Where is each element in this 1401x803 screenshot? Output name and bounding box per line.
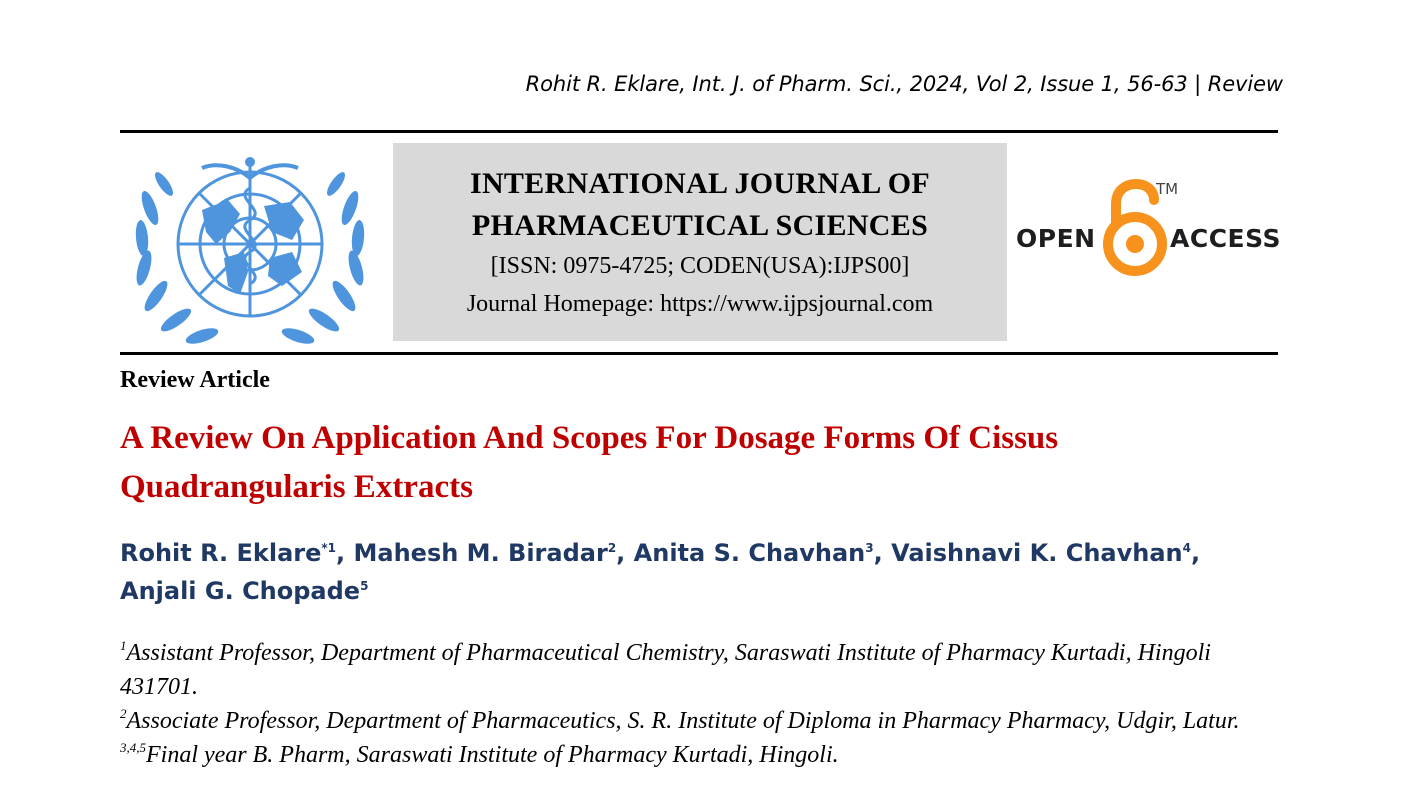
affiliation-mark: 1 <box>120 638 127 653</box>
affiliation-item <box>120 738 1280 772</box>
affiliation-item <box>120 704 1280 738</box>
journal-title-box <box>393 143 1007 341</box>
affiliation-item <box>120 636 1280 704</box>
author-name: Vaishnavi K. Chavhan <box>891 539 1183 567</box>
author-separator: , <box>336 539 354 567</box>
open-access-logo <box>1014 178 1280 282</box>
author-separator: , <box>616 539 634 567</box>
author-affiliation-mark: 3 <box>865 541 874 555</box>
author-separator: , <box>873 539 892 567</box>
journal-name-line2: PHARMACEUTICAL SCIENCES <box>471 209 929 242</box>
affiliation-text: Final year B. Pharm, Saraswati Institute of Pharmacy Kurtadi, Hingoli. <box>146 742 839 768</box>
author-affiliation-mark: 4 <box>1182 541 1191 555</box>
author-name: Anita S. Chavhan <box>633 539 866 567</box>
running-head: Rohit R. Eklare, Int. J. of Pharm. Sci., 2024, Vol 2, Issue 1, 56-63 | Review <box>525 72 1283 96</box>
author-name: Mahesh M. Biradar <box>353 539 608 567</box>
author-affiliation-mark: 5 <box>360 579 369 593</box>
author-name: Anjali G. Chopade <box>120 577 361 605</box>
open-access-access-text: ACCESS <box>1170 224 1282 253</box>
journal-name-line1: INTERNATIONAL JOURNAL OF <box>469 167 931 200</box>
open-access-open-text: OPEN <box>1016 224 1096 253</box>
laurel-globe-caduceus-emblem-icon <box>132 148 368 344</box>
author-separator: , <box>1190 539 1201 567</box>
author-affiliation-mark: 2 <box>607 541 617 555</box>
article-title: A Review On Application And Scopes For Dosage Forms Of Cissus Quadrangularis Extracts <box>120 420 1059 505</box>
header-bottom-rule <box>120 352 1278 355</box>
author-name: Rohit R. Eklare <box>120 539 322 567</box>
author-affiliation-mark: *1 <box>321 541 337 555</box>
open-access-tm: TM <box>1156 180 1179 198</box>
affiliation-text: Associate Professor, Department of Pharmaceutics, S. R. Institute of Diploma in Pharmacy Pharmacy, Udgir, Latur. <box>126 708 1240 734</box>
article-type: Review Article <box>120 367 270 393</box>
author-list <box>120 534 1280 610</box>
header-top-rule <box>120 130 1278 133</box>
affiliation-mark: 2 <box>120 706 127 721</box>
affiliation-mark: 3,4,5 <box>120 740 146 755</box>
journal-issn: [ISSN: 0975-4725; CODEN(USA):IJPS00] <box>490 253 910 279</box>
affiliation-list <box>120 636 1280 772</box>
affiliation-text: Assistant Professor, Department of Pharmaceutical Chemistry, Saraswati Institute of Pharmacy Kurtadi, Hingoli 431701. <box>120 640 1211 700</box>
journal-homepage: Journal Homepage: https://www.ijpsjournal.com <box>466 291 934 317</box>
